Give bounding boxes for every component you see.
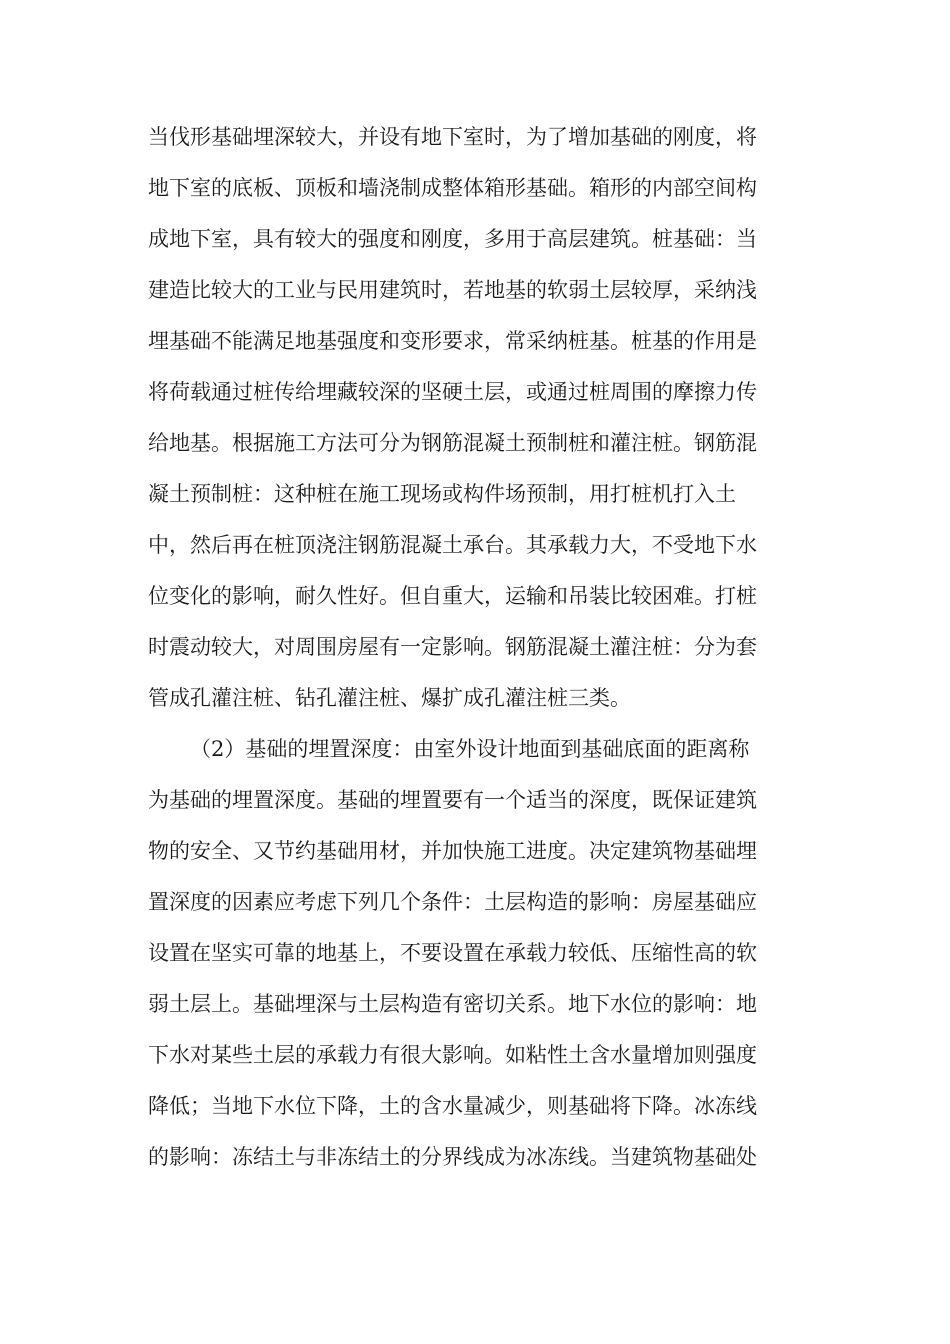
text-line: 位变化的影响，耐久性好。但自重大，运输和吊装比较困难。打桩 [148,584,757,608]
text-line: 弱土层上。基础埋深与土层构造有密切关系。地下水位的影响：地 [148,992,757,1016]
text-line: 时震动较大，对周围房屋有一定影响。钢筋混凝土灌注桩：分为套 [148,635,757,659]
text-line: 下水对某些土层的承载力有很大影响。如粘性土含水量增加则强度 [148,1043,757,1067]
text-line: 成地下室，具有较大的强度和刚度，多用于高层建筑。桩基础：当 [148,227,757,251]
text-line: 设置在坚实可靠的地基上，不要设置在承载力较低、压缩性高的软 [148,941,757,965]
text-line: （2）基础的埋置深度：由室外设计地面到基础底面的距离称 [190,737,750,761]
text-line: 建造比较大的工业与民用建筑时，若地基的软弱土层较厚，采纳浅 [148,278,757,302]
text-line: 中，然后再在桩顶浇注钢筋混凝土承台。其承载力大，不受地下水 [148,533,757,557]
text-line: 置深度的因素应考虑下列几个条件：土层构造的影响：房屋基础应 [148,890,757,914]
text-line: 降低；当地下水位下降，土的含水量减少，则基础将下降。冰冻线 [148,1094,757,1118]
text-line: 埋基础不能满足地基强度和变形要求，常采纳桩基。桩基的作用是 [148,329,757,353]
text-line: 将荷载通过桩传给埋藏较深的坚硬土层，或通过桩周围的摩擦力传 [148,380,757,404]
text-line: 地下室的底板、顶板和墙浇制成整体箱形基础。箱形的内部空间构 [148,176,757,200]
text-line: 管成孔灌注桩、钻孔灌注桩、爆扩成孔灌注桩三类。 [148,686,631,710]
text-line: 当伐形基础埋深较大，并设有地下室时，为了增加基础的刚度，将 [148,125,757,149]
text-line: 给地基。根据施工方法可分为钢筋混凝土预制桩和灌注桩。钢筋混 [148,431,757,455]
text-line: 凝土预制桩：这种桩在施工现场或构件场预制，用打桩机打入土 [148,482,736,506]
text-line: 为基础的埋置深度。基础的埋置要有一个适当的深度，既保证建筑 [148,788,757,812]
text-line: 的影响：冻结土与非冻结土的分界线成为冰冻线。当建筑物基础处 [148,1145,757,1169]
text-line: 物的安全、又节约基础用材，并加快施工进度。决定建筑物基础埋 [148,839,757,863]
